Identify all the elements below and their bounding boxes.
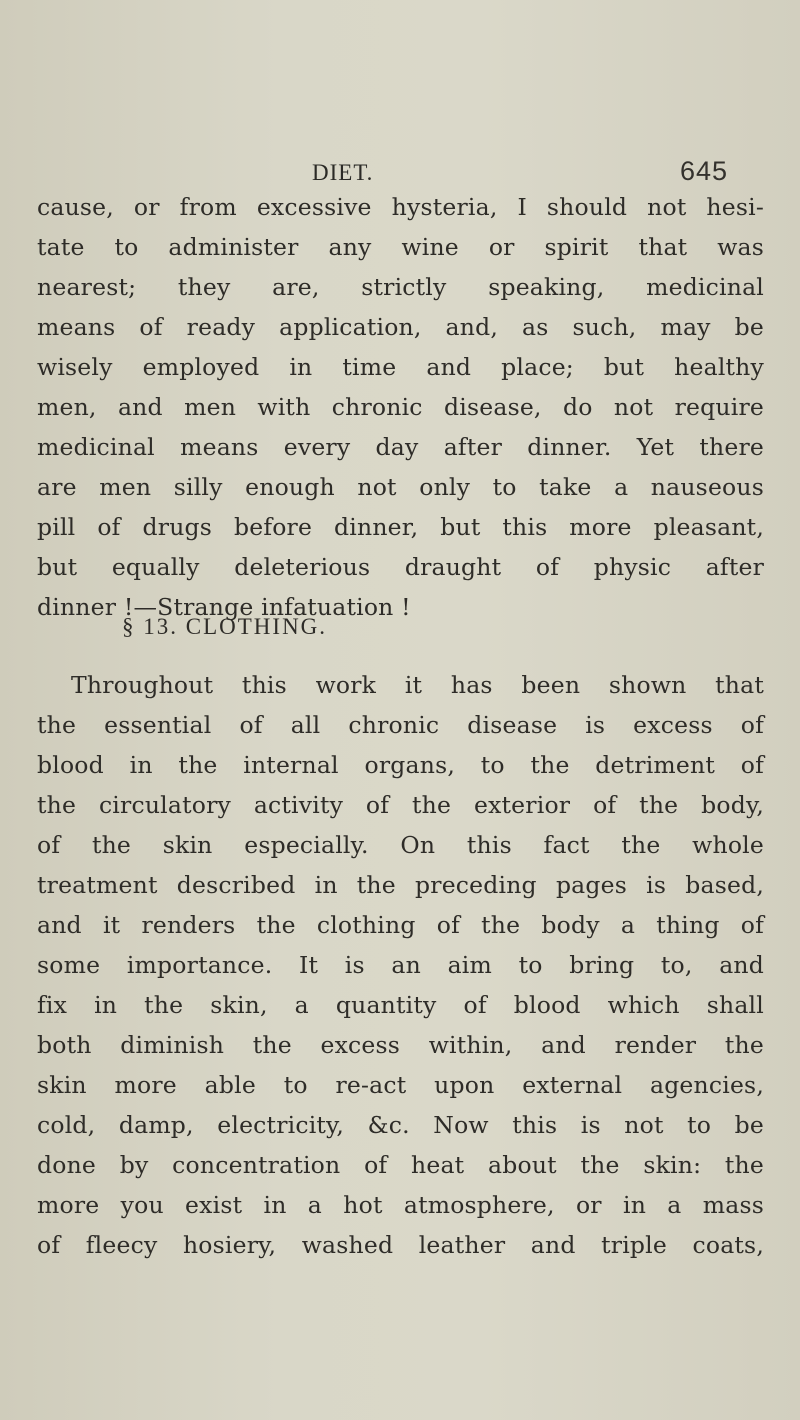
text-line: the essential of all chronic disease is excess of xyxy=(37,711,764,739)
text-line: and it renders the clothing of the body a thing of xyxy=(37,911,764,939)
text-line: tate to administer any wine or spirit that was xyxy=(37,233,764,261)
text-line: men, and men with chronic disease, do not require xyxy=(37,393,764,421)
paragraph-diet-conclusion xyxy=(37,187,764,627)
running-title: DIET. xyxy=(312,160,374,185)
running-head xyxy=(0,156,800,190)
text-line: cause, or from excessive hysteria, I should not hesi- xyxy=(37,193,764,221)
text-line: pill of drugs before dinner, but this more pleasant, xyxy=(37,513,764,541)
text-line: some importance. It is an aim to bring to, and xyxy=(37,951,764,979)
text-line: dinner !—Strange infatuation ! xyxy=(37,593,411,621)
text-line: medicinal means every day after dinner. Yet there xyxy=(37,433,764,461)
text-line: Throughout this work it has been shown that xyxy=(71,671,764,699)
text-line: treatment described in the preceding pages is based, xyxy=(37,871,764,899)
text-line: nearest; they are, strictly speaking, medicinal xyxy=(37,273,764,301)
page-number: 645 xyxy=(680,156,729,186)
text-line: wisely employed in time and place; but healthy xyxy=(37,353,764,381)
text-line: of the skin especially. On this fact the whole xyxy=(37,831,764,859)
paragraph-clothing xyxy=(37,665,764,1265)
text-line: skin more able to re-act upon external agencies, xyxy=(37,1071,764,1099)
section-heading: § 13. CLOTHING. xyxy=(122,614,328,639)
text-line: means of ready application, and, as such, may be xyxy=(37,313,764,341)
text-line: but equally deleterious draught of physic after xyxy=(37,553,764,581)
text-line: are men silly enough not only to take a nauseous xyxy=(37,473,764,501)
text-line: of fleecy hosiery, washed leather and triple coats, xyxy=(37,1231,764,1259)
text-line: cold, damp, electricity, &c. Now this is not to be xyxy=(37,1111,764,1139)
text-line: blood in the internal organs, to the detriment of xyxy=(37,751,764,779)
text-line: fix in the skin, a quantity of blood which shall xyxy=(37,991,764,1019)
text-line: more you exist in a hot atmosphere, or in a mass xyxy=(37,1191,764,1219)
text-line: both diminish the excess within, and render the xyxy=(37,1031,764,1059)
text-line: the circulatory activity of the exterior of the body, xyxy=(37,791,764,819)
text-line: done by concentration of heat about the skin: the xyxy=(37,1151,764,1179)
